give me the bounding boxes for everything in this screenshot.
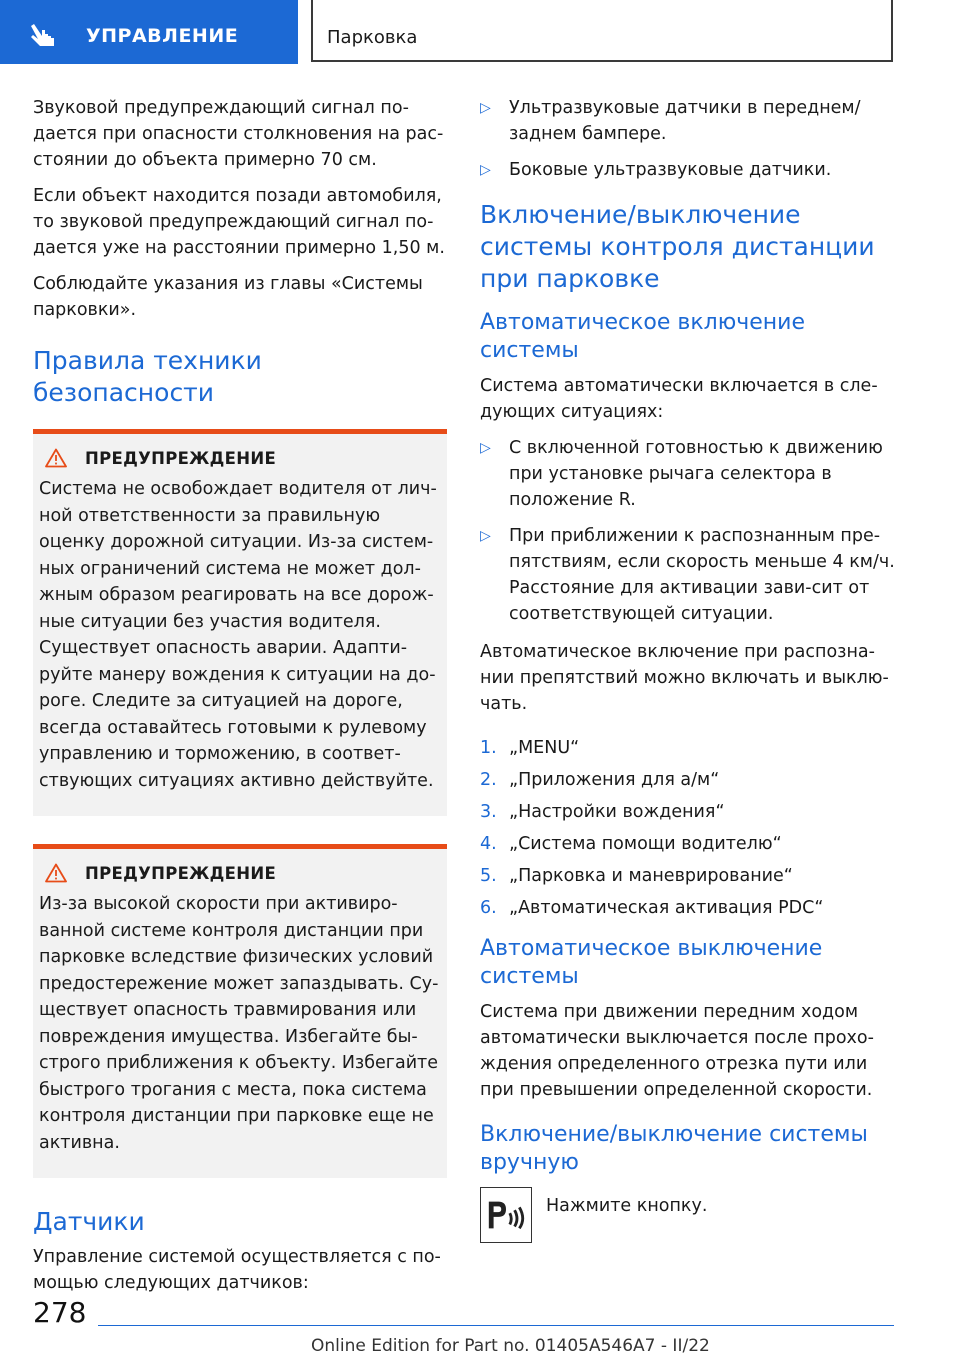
auto-on-paragraph: Система автоматически включается в сле-дующих ситуациях: [480,376,878,422]
section-title: УПРАВЛЕНИЕ [86,25,239,47]
auto-on-heading: Автоматическое включение системы [480,310,805,363]
chapter-box [311,0,893,62]
warning-text: Система не освобождает водителя от лич-ной ответственности за правильную оценку дорожной ситуации. Из-за систем-ных ограничений система не может дол-жным образом реагировать на все дорож-ные ситуации без участия водителя. Существует опасность аварии. Адапти-руйте манеру вождения к ситуации на до-роге. Следите за ситуацией на дороге, всегда оставайтесь готовыми к рулевому управлению и торможению, в соответ-ствующих ситуациях активно действуйте. [39,479,437,791]
edition-note: Online Edition for Part no. 01405A546A7 - II/22 [311,1336,710,1356]
list-item: ▷ Боковые ультразвуковые датчики. [480,157,900,183]
hand-pointer-icon [28,20,62,50]
pdc-button-icon [480,1187,532,1243]
sensors-heading: Датчики [33,1207,145,1236]
auto-off-paragraph: Система при движении передним ходом автоматически выключается после прохо-ждения определенного отрезка пути или при превышении определенной скорости. [480,1002,874,1100]
auto-on-note: Автоматическое включение при распозна-нии препятствий можно включать и выклю-чать. [480,642,889,714]
sensor-list [480,95,900,183]
list-item: 4. „Система помощи водителю“ [480,834,782,854]
list-item: ▷ При приближении к распознанным пре-пятствиям, если скорость меньше 4 км/ч. Расстояние для активации зави-сит от соответствующей ситуации. [480,523,900,627]
list-item: 2. „Приложения для а/м“ [480,770,720,790]
steps-list [480,735,900,921]
page-number: 278 [33,1296,87,1329]
warning-title: ПРЕДУПРЕЖДЕНИЕ [85,448,277,468]
bullet-triangle-icon: ▷ [480,100,491,116]
warning-box [33,844,447,1178]
section-tab [0,0,298,64]
warning-text: Из-за высокой скорости при активиро-ванной системе контроля дистанции при парковке вследствие физических условий предостережение может запаздывать. Су-ществует опасность травмирования или повреждения имущества. Избегайте бы-строго приближения к объекту. Избегайте быстрого трогания с места, пока система контроля дистанции при парковке еще не активна. [39,894,439,1153]
safety-heading: Правила техники безопасности [33,346,262,407]
footer-divider [98,1325,894,1326]
onoff-heading: Включение/выключение системы контроля дистанции при парковке [480,200,875,293]
list-item: ▷ Ультразвуковые датчики в переднем/ заднем бампере. [480,95,900,147]
intro-paragraph: Звуковой предупреждающий сигнал по-дается при опасности столкновения на рас-стоянии до объекта примерно 70 см. [33,98,444,170]
auto-on-list [480,435,900,627]
manual-heading: Включение/выключение системы вручную [480,1122,868,1175]
bullet-triangle-icon: ▷ [480,440,491,456]
warning-triangle-icon [45,863,67,883]
right-column [480,95,900,1243]
list-item: 5. „Парковка и маневрирование“ [480,866,793,886]
left-column [33,95,447,1306]
warning-box [33,429,447,816]
bullet-triangle-icon: ▷ [480,528,491,544]
warning-title: ПРЕДУПРЕЖДЕНИЕ [85,863,277,883]
chapter-title: Парковка [327,27,418,48]
list-item: 3. „Настройки вождения“ [480,802,725,822]
list-item: ▷ С включенной готовностью к движению при установке рычага селектора в положение R. [480,435,900,513]
intro-paragraph: Соблюдайте указания из главы «Системы парковки». [33,274,423,320]
manual-paragraph: Нажмите кнопку. [546,1196,708,1216]
list-item: 1. „MENU“ [480,738,580,758]
auto-off-heading: Автоматическое выключение системы [480,936,823,989]
bullet-triangle-icon: ▷ [480,162,491,178]
manual-instruction [480,1187,900,1243]
intro-paragraph: Если объект находится позади автомобиля, то звуковой предупреждающий сигнал по-дается уже на расстоянии примерно 1,50 м. [33,186,445,258]
list-item: 6. „Автоматическая активация PDC“ [480,898,824,918]
sensors-paragraph: Управление системой осуществляется с по-мощью следующих датчиков: [33,1247,441,1293]
warning-triangle-icon [45,448,67,468]
